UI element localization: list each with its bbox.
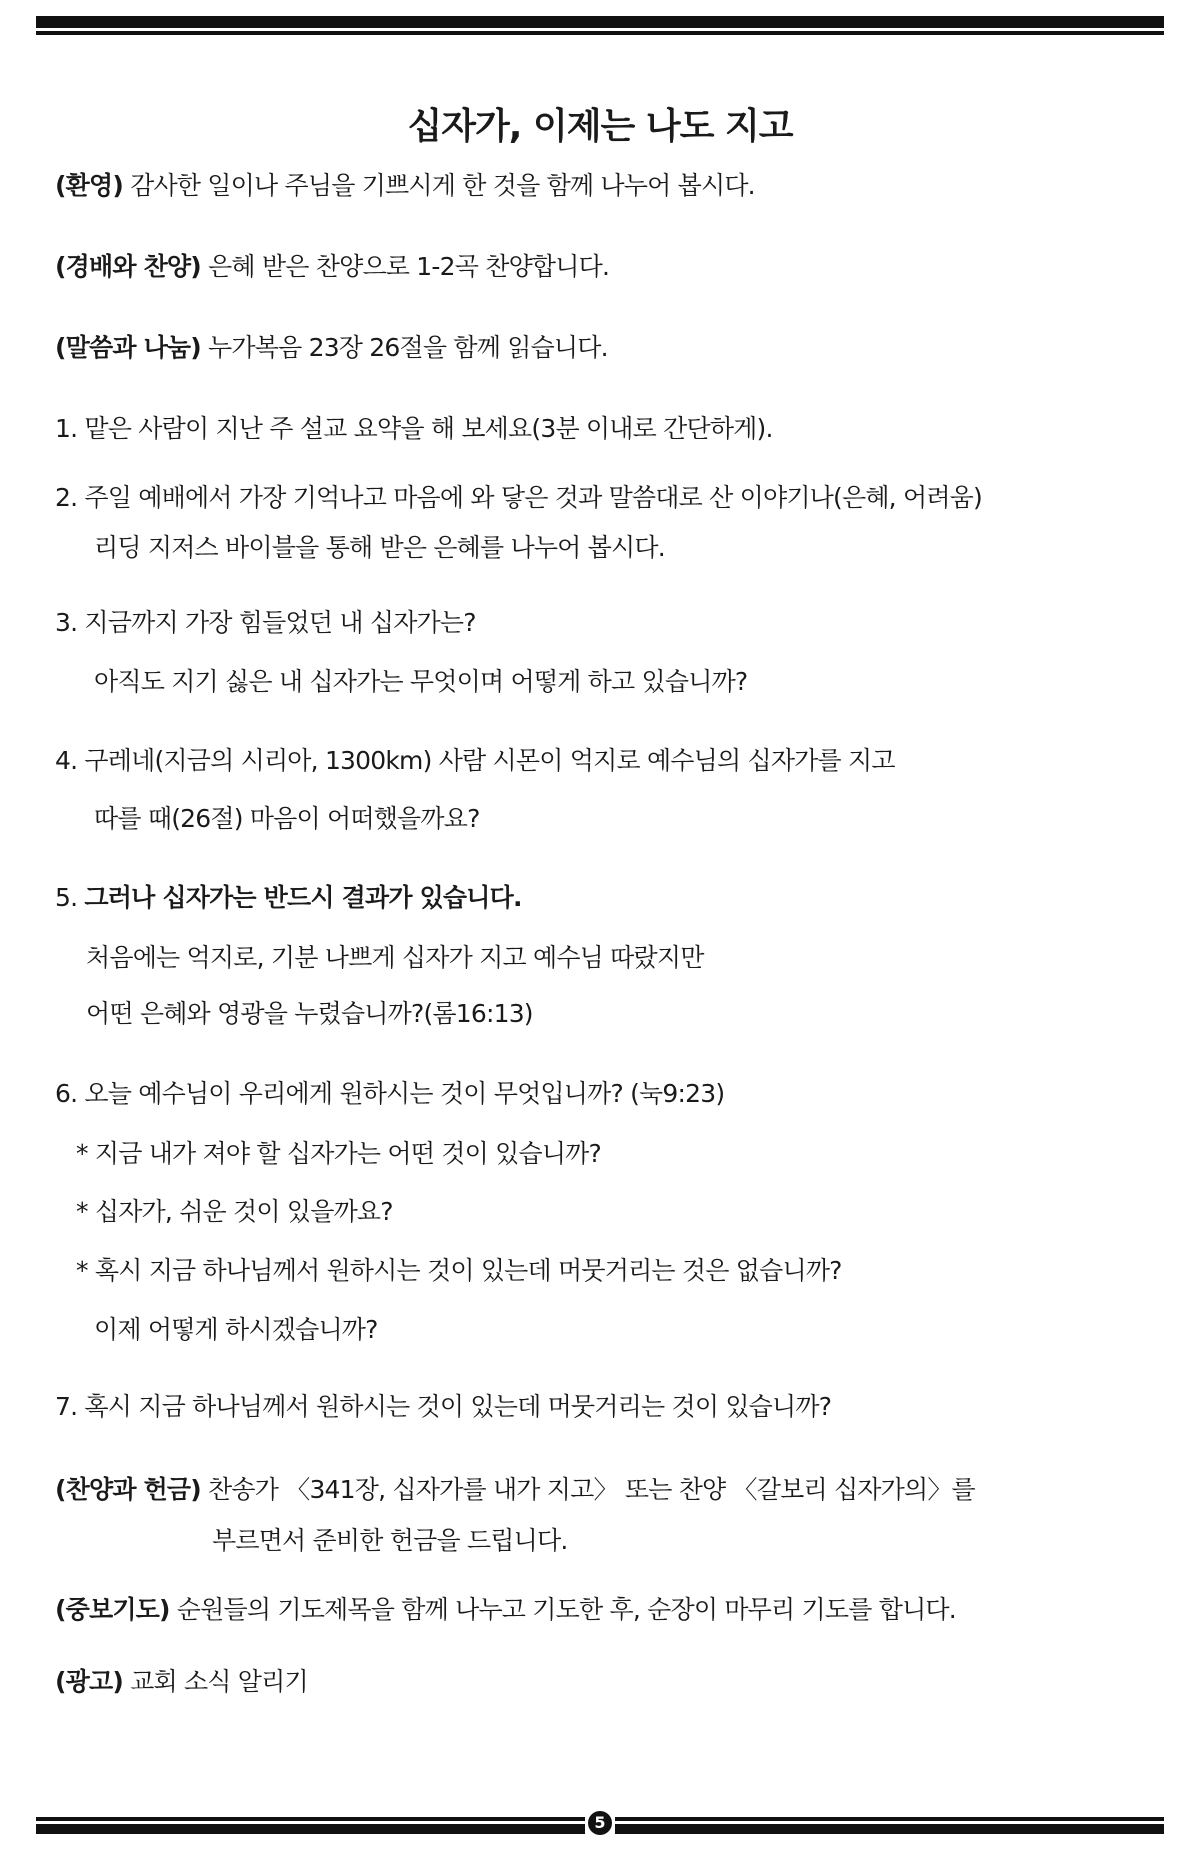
question-5-heading: 그러나 십자가는 반드시 결과가 있습니다.	[84, 883, 522, 912]
question-7: 7. 혹시 지금 하나님께서 원하시는 것이 있는데 머뭇거리는 것이 있습니까?	[55, 1392, 832, 1421]
question-6-cont: 이제 어떻게 하시겠습니까?	[94, 1315, 378, 1344]
offering-label: (찬양과 헌금)	[55, 1475, 201, 1504]
welcome-text: 감사한 일이나 주님을 기쁘시게 한 것을 함께 나누어 봅시다.	[122, 171, 755, 200]
prayer-line	[55, 1594, 956, 1626]
question-1: 1. 맡은 사람이 지난 주 설교 요약을 해 보세요(3분 이내로 간단하게).	[55, 414, 773, 443]
prayer-text: 순원들의 기도제목을 함께 나누고 기도한 후, 순장이 마무리 기도를 합니다.	[169, 1595, 956, 1624]
notice-label: (광고)	[55, 1667, 123, 1696]
question-4-cont: 따를 때(26절) 마음이 어떠했을까요?	[94, 804, 480, 833]
question-6-bullet-3: * 혹시 지금 하나님께서 원하시는 것이 있는데 머뭇거리는 것은 없습니까?	[76, 1256, 842, 1285]
top-rule-thick	[36, 16, 1164, 28]
question-6-bullet-1: * 지금 내가 져야 할 십자가는 어떤 것이 있습니까?	[76, 1139, 601, 1168]
question-6-bullet-2: * 십자가, 쉬운 것이 있을까요?	[76, 1197, 393, 1226]
prayer-label: (중보기도)	[55, 1595, 170, 1624]
question-5-number: 5.	[55, 883, 85, 912]
offering-cont: 부르면서 준비한 헌금을 드립니다.	[212, 1526, 568, 1555]
question-2: 2. 주일 예배에서 가장 기억나고 마음에 와 닿은 것과 말씀대로 산 이야기나(은혜, 어려움)	[55, 483, 982, 512]
page-title: 십자가, 이제는 나도 지고	[407, 106, 793, 147]
question-5	[55, 882, 522, 914]
question-5-line-1: 처음에는 억지로, 기분 나쁘게 십자가 지고 예수님 따랐지만	[86, 943, 704, 972]
question-3-cont: 아직도 지기 싫은 내 십자가는 무엇이며 어떻게 하고 있습니까?	[94, 667, 748, 696]
question-3: 3. 지금까지 가장 힘들었던 내 십자가는?	[55, 608, 476, 637]
worship-text: 은혜 받은 찬양으로 1-2곡 찬양합니다.	[200, 252, 610, 281]
welcome-label: (환영)	[55, 171, 123, 200]
welcome-line	[55, 170, 755, 202]
notice-text: 교회 소식 알리기	[122, 1667, 308, 1696]
question-4: 4. 구레네(지금의 시리아, 1300km) 사람 시몬이 억지로 예수님의 십자가를 지고	[55, 746, 895, 775]
footer-rule	[36, 1811, 1164, 1841]
word-line	[55, 332, 608, 364]
question-2-cont: 리딩 지저스 바이블을 통해 받은 은혜를 나누어 봅시다.	[94, 533, 665, 562]
footer-rule-left	[36, 1811, 585, 1841]
word-label: (말씀과 나눔)	[55, 333, 201, 362]
offering-line	[55, 1474, 975, 1506]
notice-line	[55, 1666, 308, 1698]
question-5-line-2: 어떤 은혜와 영광을 누렸습니까?(롬16:13)	[86, 999, 533, 1028]
question-6: 6. 오늘 예수님이 우리에게 원하시는 것이 무엇입니까? (눅9:23)	[55, 1079, 725, 1108]
page-number-badge: 5	[588, 1811, 612, 1835]
top-rule-thin	[36, 31, 1164, 35]
worship-label: (경배와 찬양)	[55, 252, 201, 281]
word-text: 누가복음 23장 26절을 함께 읽습니다.	[200, 333, 608, 362]
offering-text: 찬송가 〈341장, 십자가를 내가 지고〉 또는 찬양 〈갈보리 십자가의〉를	[200, 1475, 975, 1504]
footer-rule-right	[615, 1811, 1164, 1841]
worship-line	[55, 251, 609, 283]
